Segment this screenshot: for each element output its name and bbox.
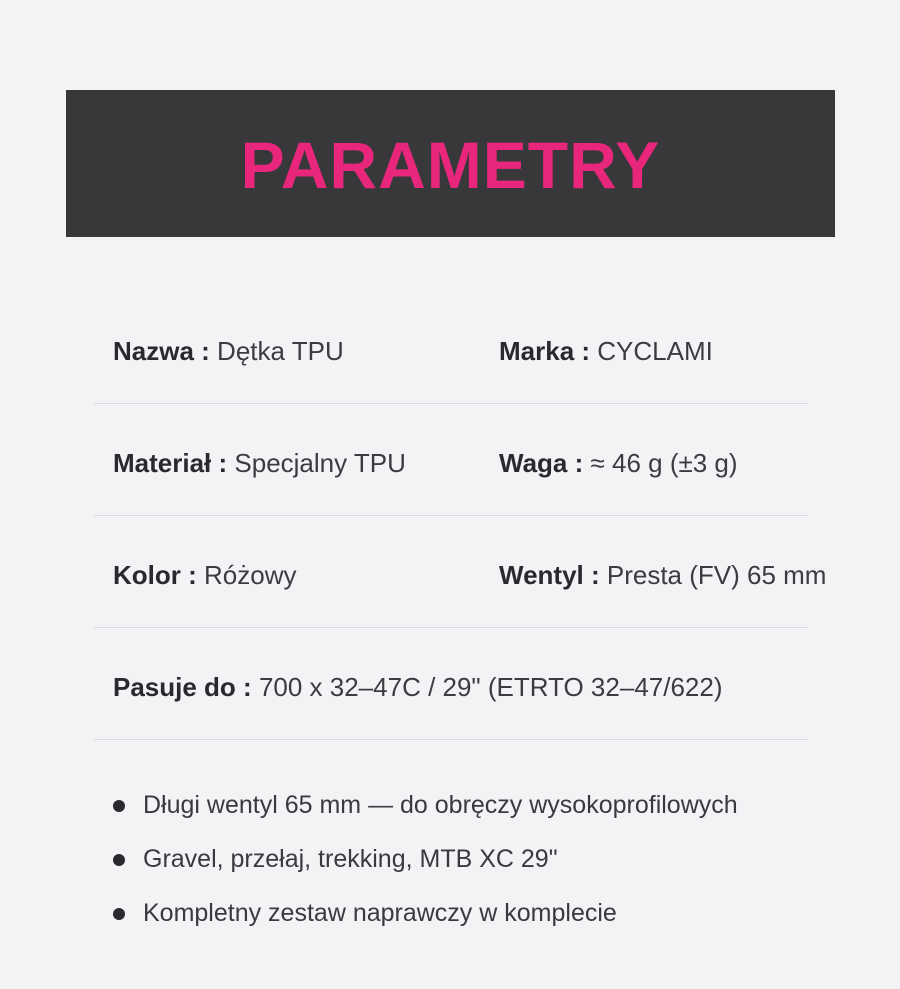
feature-list <box>112 790 738 952</box>
spec-label: Pasuje do : <box>113 672 252 702</box>
spec-value: ≈ 46 g (±3 g) <box>590 448 738 478</box>
spec-label: Waga : <box>499 448 584 478</box>
header-banner <box>66 90 835 237</box>
spec-value: Specjalny TPU <box>234 448 406 478</box>
feature-text: Gravel, przełaj, trekking, MTB XC 29" <box>143 845 558 873</box>
spec-value: CYCLAMI <box>597 336 713 366</box>
spec-value: Dętka TPU <box>217 336 344 366</box>
spec-fit <box>113 672 723 702</box>
list-item <box>112 898 738 952</box>
feature-text: Długi wentyl 65 mm — do obręczy wysokoprofilowych <box>143 791 738 819</box>
spec-table <box>94 292 827 740</box>
feature-text: Kompletny zestaw naprawczy w komplecie <box>143 899 617 927</box>
spec-label: Materiał : <box>113 448 228 478</box>
spec-label: Wentyl : <box>499 560 600 590</box>
spec-valve <box>499 560 826 590</box>
spec-value: 700 x 32–47C / 29" (ETRTO 32–47/622) <box>258 672 723 702</box>
spec-row <box>94 628 808 740</box>
spec-weight <box>499 448 738 478</box>
bullet-icon <box>113 800 125 812</box>
spec-value: Presta (FV) 65 mm <box>606 560 827 590</box>
list-item <box>112 844 738 898</box>
list-item <box>112 790 738 844</box>
spec-label: Marka : <box>499 336 591 366</box>
spec-material <box>113 448 406 478</box>
spec-row <box>94 516 827 628</box>
spec-row <box>94 292 808 404</box>
bullet-icon <box>113 854 125 866</box>
spec-label: Nazwa : <box>113 336 210 366</box>
page-title: PARAMETRY <box>240 127 661 202</box>
spec-label: Kolor : <box>113 560 197 590</box>
spec-name <box>113 336 344 366</box>
spec-brand <box>499 336 713 366</box>
spec-row <box>94 404 808 516</box>
spec-value: Różowy <box>204 560 297 590</box>
bullet-icon <box>113 908 125 920</box>
spec-color <box>113 560 296 590</box>
